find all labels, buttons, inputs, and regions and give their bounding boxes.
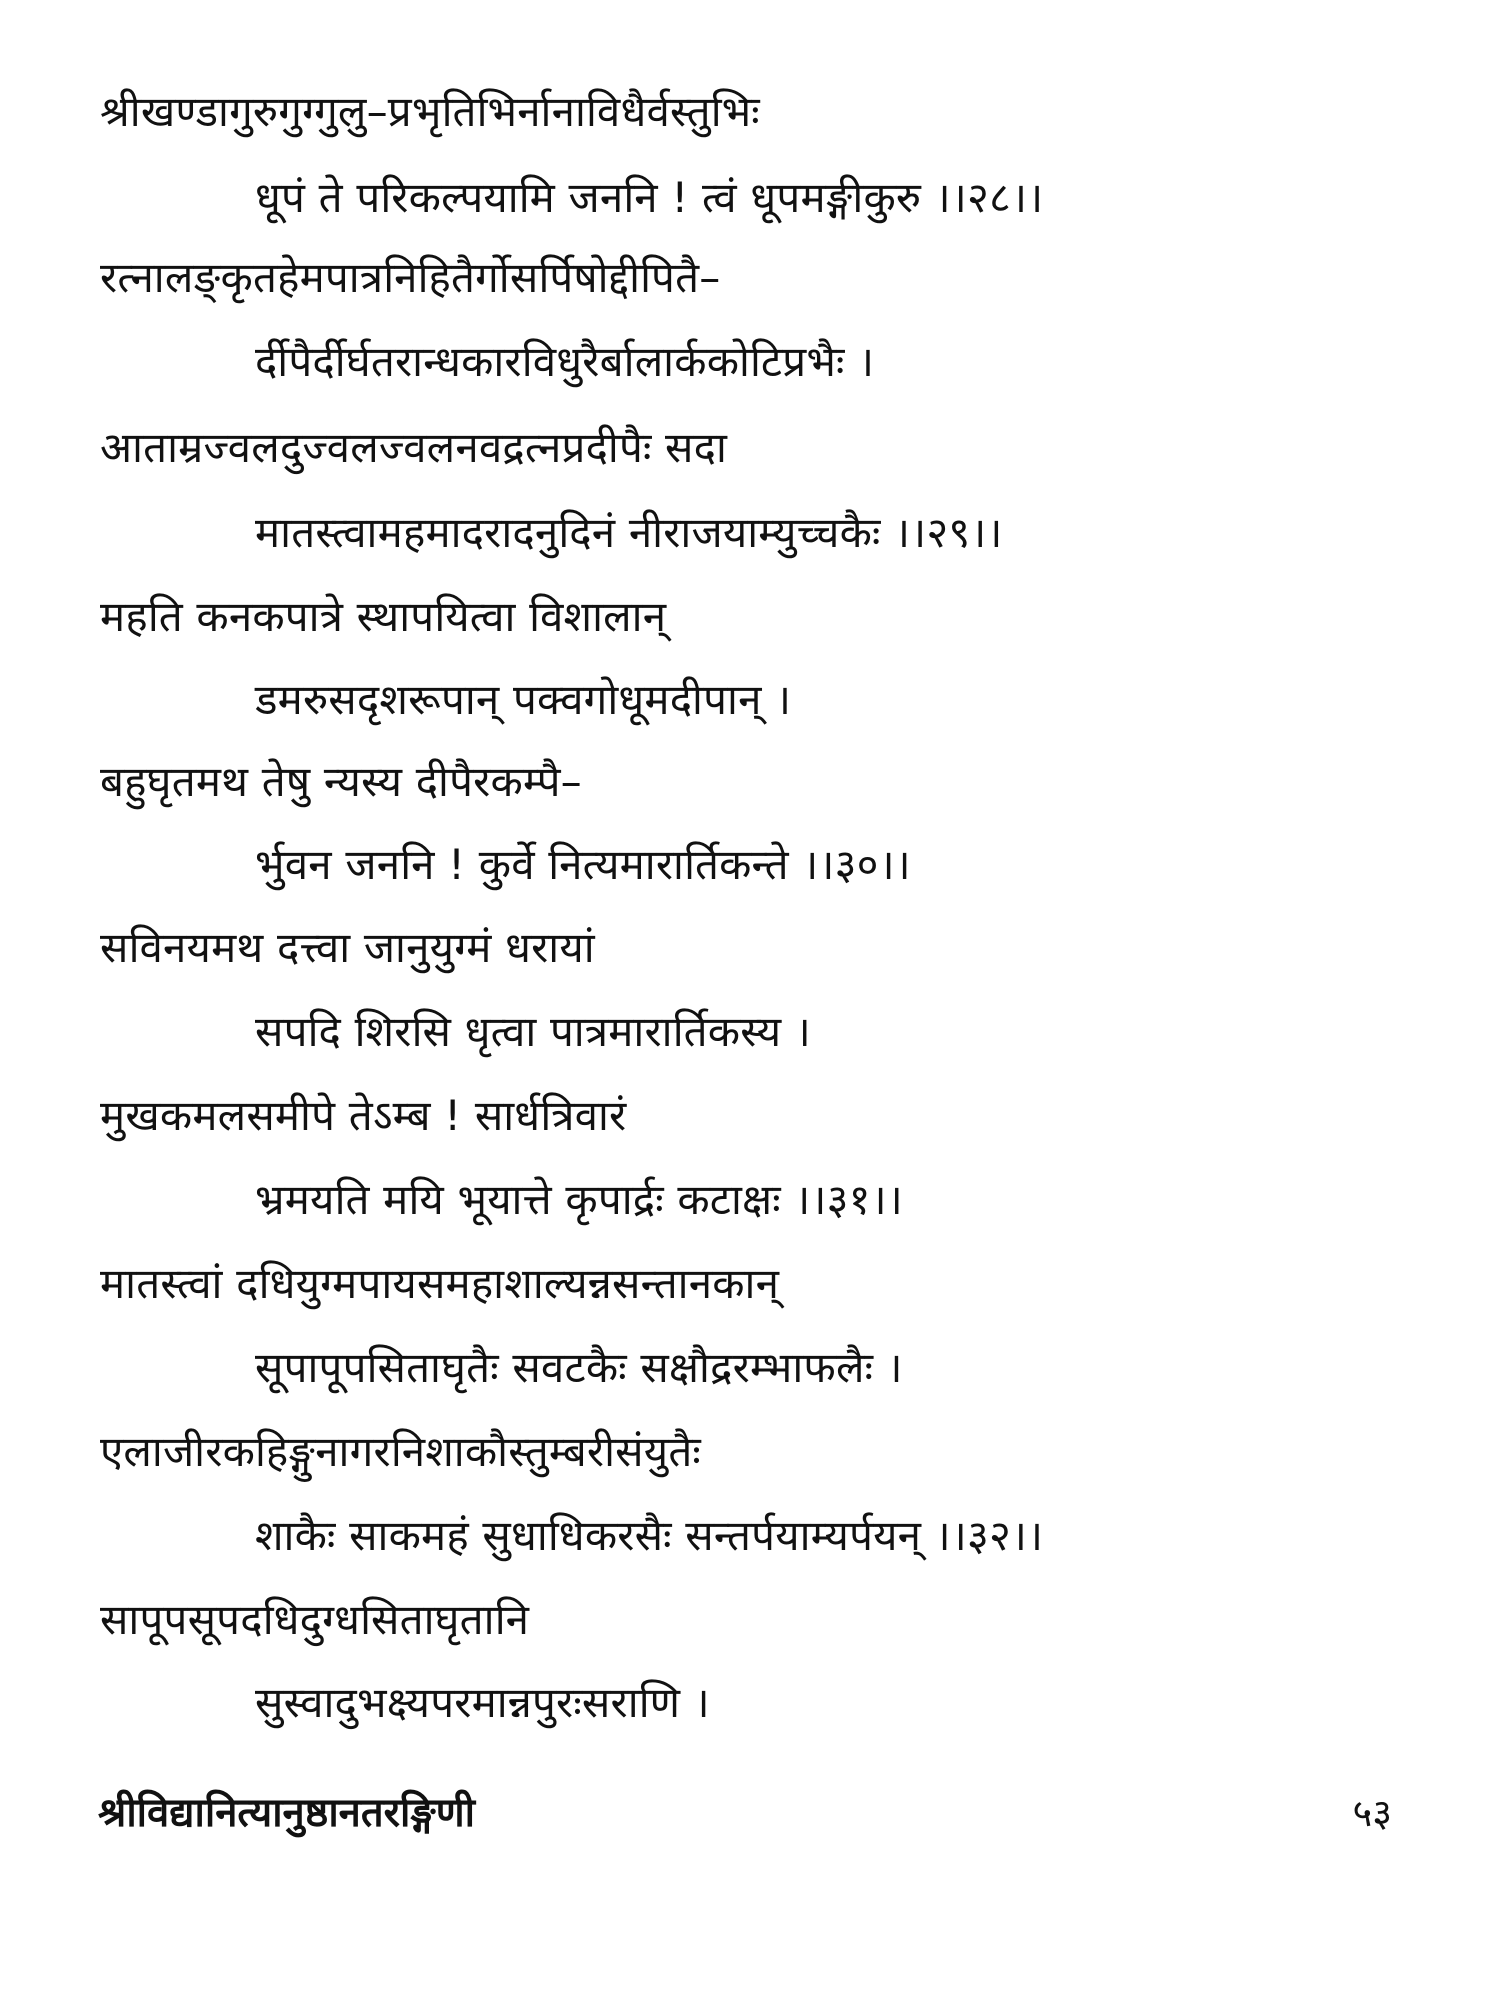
verse-line-6: मातस्त्वामहमादरादनुदिनं नीराजयाम्युच्चकैः ।।२९।। [255, 508, 1003, 557]
verse-line-2: धूपं ते परिकल्पयामि जननि ! त्वं धूपमङ्गीकुरु ।।२८।। [255, 173, 1044, 222]
verse-line-14: भ्रमयति मयि भूयात्ते कृपार्द्रः कटाक्षः ।।३१।। [255, 1175, 903, 1224]
verse-line-11: सविनयमथ दत्त्वा जानुयुग्मं धरायां [100, 923, 595, 972]
verse-line-8: डमरुसदृशरूपान् पक्वगोधूमदीपान् । [255, 675, 792, 724]
verse-line-1: श्रीखण्डागुरुगुग्गुलु–प्रभृतिभिर्नानाविधैर्वस्तुभिः [100, 87, 760, 136]
book-title-footer: श्रीविद्यानित्यानुष्ठानतरङ्गिणी [98, 1790, 475, 1836]
verse-line-15: मातस्त्वां दधियुग्मपायसमहाशाल्यन्नसन्तानकान् [100, 1259, 780, 1308]
verse-line-9: बहुघृतमथ तेषु न्यस्य दीपैरकम्पै– [100, 757, 582, 806]
verse-line-5: आताम्रज्वलदुज्वलज्वलनवद्रत्नप्रदीपैः सदा [100, 423, 728, 472]
verse-line-20: सुस्वादुभक्ष्यपरमान्नपुरःसराणि । [255, 1678, 710, 1727]
verse-line-10: र्भुवन जननि ! कुर्वे नित्यमारार्तिकन्ते ।।३०।। [255, 840, 911, 889]
verse-line-17: एलाजीरकहिङ्गुनागरनिशाकौस्तुम्बरीसंयुतैः [100, 1427, 701, 1476]
verse-line-4: र्दीपैर्दीर्घतरान्धकारविधुरैर्बालार्ककोटिप्रभैः । [255, 337, 875, 386]
verse-line-3: रत्नालङ्कृतहेमपात्रनिहितैर्गोसर्पिषोद्दीपितै– [100, 253, 721, 302]
verse-line-19: सापूपसूपदधिदुग्धसिताघृतानि [100, 1595, 530, 1644]
verse-line-13: मुखकमलसमीपे तेऽम्ब ! सार्धत्रिवारं [100, 1091, 627, 1140]
verse-line-12: सपदि शिरसि धृत्वा पात्रमारार्तिकस्य । [255, 1007, 811, 1056]
verse-line-18: शाकैः साकमहं सुधाधिकरसैः सन्तर्पयाम्यर्पयन् ।।३२।। [255, 1511, 1044, 1560]
verse-line-7: महति कनकपात्रे स्थापयित्वा विशालान् [100, 592, 667, 641]
page-number: ५३ [1352, 1791, 1392, 1835]
verse-line-16: सूपापूपसिताघृतैः सवटकैः सक्षौद्ररम्भाफलैः । [255, 1343, 903, 1392]
